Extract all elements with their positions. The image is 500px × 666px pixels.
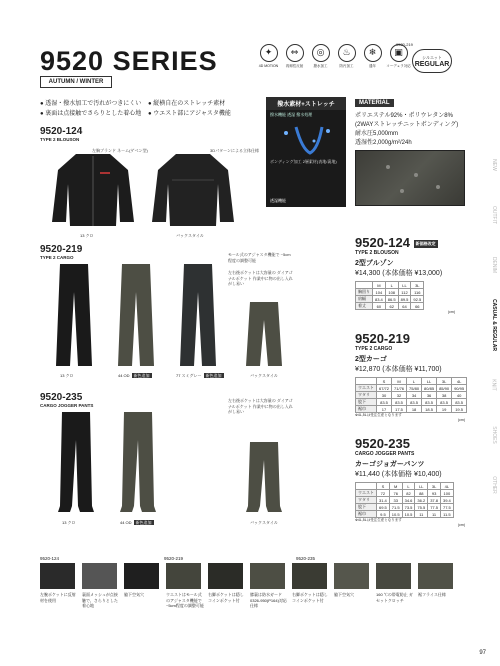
bullet-item: ● 縦横自在のストレッチ素材 bbox=[148, 101, 226, 107]
detail-thumb bbox=[376, 563, 411, 589]
color-caption: 13 クロ bbox=[80, 233, 94, 238]
back-style-caption: バックスタイル bbox=[250, 373, 278, 378]
detail-caption: 右脚ポケットは隠しコインポケット付 bbox=[208, 592, 244, 603]
water-repel-icon: ◎ bbox=[312, 44, 330, 62]
season-badge: AUTUMN / WINTER bbox=[40, 76, 112, 88]
detail-caption: 左腕ポケットに反射材を使用 bbox=[40, 592, 76, 603]
detail-thumb bbox=[124, 563, 159, 589]
callout-adjuster: モール式のアジャスタ機能で ~5cm程度の調整可能 bbox=[228, 252, 291, 263]
cargo-pants-olive bbox=[116, 262, 156, 370]
feature-reflective: ⇔ 再帰性反射 bbox=[284, 44, 305, 69]
color-caption: 44 OD 新色追加 bbox=[118, 373, 150, 378]
detail-strip-label: 9520-235 bbox=[296, 556, 316, 561]
size-table: S M L LL 3L 4L ウエスト 72 76 82 88 93 100 ワタリ 31.4 33 34.6 36.2 37.8 39.4 股下 69.5 71.5 73.5 75.5 77.5 77.5 裾巾 9.5 10.5 10.5 11 11 11.5 bbox=[355, 482, 454, 518]
cargo-heading: 9520-219 TYPE 2 CARGO bbox=[40, 244, 83, 260]
product-spec-jogger: 9520-235 CARGO JOGGER PANTS カーゴジョガーパンツ ¥11,440 (本体価格 ¥10,400) S M L LL 3L 4L ウエスト 72 76 82 88 93 100 ワタリ 31.4 33 34.6 36.2 37.8 39.4 股下 69.5 71.5 73.5 75.5 77.5 77.5 裾巾 9.5 10.5 10.5 11 11 11.5 ※4L,5Lは受注生産となります (cm) bbox=[355, 436, 465, 527]
side-tab-casual-regular[interactable]: CASUAL & REGULAR bbox=[491, 299, 498, 351]
side-tab-denim[interactable]: DENIM bbox=[491, 256, 497, 274]
jogger-pants-back bbox=[244, 440, 284, 516]
material-spec: ポリエステル92%・ポリウレタン8% (2WAYストレッチニットボンディング) 耐水圧5,000mm 透湿性2,000g/m²/24h bbox=[355, 113, 459, 146]
detail-thumb bbox=[418, 563, 453, 589]
category-side-tabs bbox=[488, 140, 500, 510]
feature-4d-motion: ✦ 4D MOTION bbox=[258, 44, 279, 69]
season-icon: ❄ bbox=[364, 44, 382, 62]
side-tab-outfit[interactable]: OUTFIT bbox=[491, 205, 497, 225]
side-tab-knit[interactable]: KNIT bbox=[490, 379, 497, 391]
feature-cordura: ▣ コーデュラ対応 bbox=[388, 44, 409, 69]
color-caption: 13 クロ bbox=[62, 520, 76, 525]
jogger-pants-black bbox=[56, 410, 96, 516]
jogger-heading: 9520-235 CARGO JOGGER PANTS bbox=[40, 392, 94, 408]
fabric-swatch bbox=[355, 150, 465, 206]
bullet-item: ● ウエスト部にアジャスタ機能 bbox=[148, 111, 231, 117]
size-table: M L LL 3L 胸回り 104 108 112 116 肩幅 83.4 86.5 89.5 92.5 着丈 60 62 64 66 bbox=[355, 281, 424, 310]
color-caption: 13 クロ bbox=[60, 373, 74, 378]
detail-caption: 160 ℃の帯電防止 ガセットクロッチ bbox=[376, 592, 413, 603]
side-tab-new[interactable]: NEW bbox=[490, 159, 497, 171]
series-title: 9520 SERIES bbox=[40, 46, 218, 76]
detail-strip-label: 9520-124 bbox=[40, 556, 60, 561]
callout-back-pocket: 左右後ポケットは大容量の ダイアゴナルポケット 作業中に物の出し入れがし易い bbox=[228, 270, 293, 286]
water-drop-diagram bbox=[266, 119, 346, 159]
jogger-pants-olive bbox=[118, 410, 158, 516]
detail-caption: 裏面メッシュが点接触で、さらりとした着心地 bbox=[82, 592, 118, 608]
detail-caption: 裾フライス仕様 bbox=[418, 592, 446, 597]
blouson-heading: 9520-124 TYPE 2 BLOUSON bbox=[40, 126, 83, 142]
detail-caption: 膝裏は防水ガード 0326-950(P164)対応仕様 bbox=[250, 592, 287, 608]
detail-thumb bbox=[166, 563, 201, 589]
cargo-pants-black bbox=[54, 262, 94, 370]
cordura-icon: ▣ bbox=[390, 44, 408, 62]
cargo-pants-grey bbox=[178, 262, 218, 370]
back-style-caption: バックスタイル bbox=[250, 520, 278, 525]
detail-caption: 脇下空気穴 bbox=[124, 592, 144, 597]
detail-caption: ウエストはモール式のアジャスタ機能で~5cm程度の調整可能 bbox=[166, 592, 204, 608]
product-spec-blouson: 9520-124 新価格改定 TYPE 2 BLOUSON 2型ブルゾン ¥14,300 (本体価格 ¥13,000) M L LL 3L 胸回り 104 108 112 116 肩幅 83.4 86.5 89.5 92.5 着丈 60 62 64 66 (cm) bbox=[355, 235, 455, 314]
callout-brand-name: 左胸ブランド ネーム(ゲベン型) bbox=[92, 148, 148, 153]
feature-icon-row bbox=[258, 44, 409, 69]
material-heading: MATERIAL bbox=[355, 99, 394, 107]
size-table: S M L LL 3L 4L ウエスト 67/72 71/76 75/80 80/85 85/90 90/95 ワタリ 30 32 34 36 38 40 股下 83.5 83.5 83.5 83.5 83.5 83.5 裾巾 17 17.5 18 18.5 19 19.5 bbox=[355, 377, 467, 413]
silhouette-regular-badge: シルエット REGULAR bbox=[412, 49, 452, 73]
detail-strip-label: 9520-219 bbox=[164, 556, 184, 561]
blouson-front-image bbox=[48, 150, 138, 230]
4-motion-icon: ✦ bbox=[260, 44, 278, 62]
detail-thumb bbox=[82, 563, 117, 589]
stretch-icon: ⇔ bbox=[286, 44, 304, 62]
series-number-small: 9520-219 bbox=[396, 42, 413, 47]
product-spec-cargo: 9520-219 TYPE 2 CARGO 2型カーゴ ¥12,870 (本体価格 ¥11,700) S M L LL 3L 4L ウエスト 67/72 71/76 75/80 80/85 85/90 90/95 ワタリ 30 32 34 36 38 40 股下 83.5 83.5 83.5 83.5 83.5 83.5 裾巾 17 17.5 18 18.5 19 19.5 ※4L,5Lは受注生産となります (cm) bbox=[355, 331, 467, 422]
callout-3d-pattern: 3Dパターンによる立体仕様 bbox=[210, 148, 260, 153]
color-caption: 44 OD 新色追加 bbox=[120, 520, 152, 525]
color-caption: 77 スミグレー 新色追加 bbox=[176, 373, 222, 378]
bullet-item: ● 透湿・撥水加工で汚れがつきにくい bbox=[40, 101, 142, 107]
page-number: 97 bbox=[479, 650, 486, 656]
detail-thumb bbox=[208, 563, 243, 589]
cargo-pants-back bbox=[244, 300, 284, 370]
side-tab-other[interactable]: OTHER bbox=[491, 476, 497, 494]
side-tab-shoes[interactable]: SHOES bbox=[491, 426, 498, 444]
bullet-item: ● 裏面は点接触でさらりとした着心地 bbox=[40, 111, 142, 117]
callout-back-pocket: 左右後ポケットは大容量の ダイアゴナルポケット 作業中に物の出し入れがし易い bbox=[228, 398, 293, 414]
detail-caption: 脇下空気穴 bbox=[334, 592, 354, 597]
dirt-resist-icon: ♨ bbox=[338, 44, 356, 62]
feature-bullets bbox=[40, 99, 270, 119]
detail-thumb bbox=[250, 563, 285, 589]
detail-thumb bbox=[40, 563, 75, 589]
back-style-caption: バックスタイル bbox=[176, 233, 204, 238]
feature-water-repel: ◎ 撥水加工 bbox=[310, 44, 331, 69]
water-repel-feature-panel: 撥水素材+ストレッチ 撥水機能 透湿 撥水処理 ボンディング加工 2層素材(表地/裏地) 透湿機能 bbox=[266, 97, 346, 207]
detail-thumb bbox=[292, 563, 327, 589]
feature-season: ❄ 通年 bbox=[362, 44, 383, 69]
feature-dirt-resist: ♨ 防汚加工 bbox=[336, 44, 357, 69]
blouson-back-image bbox=[148, 150, 238, 230]
detail-thumb bbox=[334, 563, 369, 589]
detail-caption: 右脚ポケットは隠しコインポケット付 bbox=[292, 592, 328, 603]
